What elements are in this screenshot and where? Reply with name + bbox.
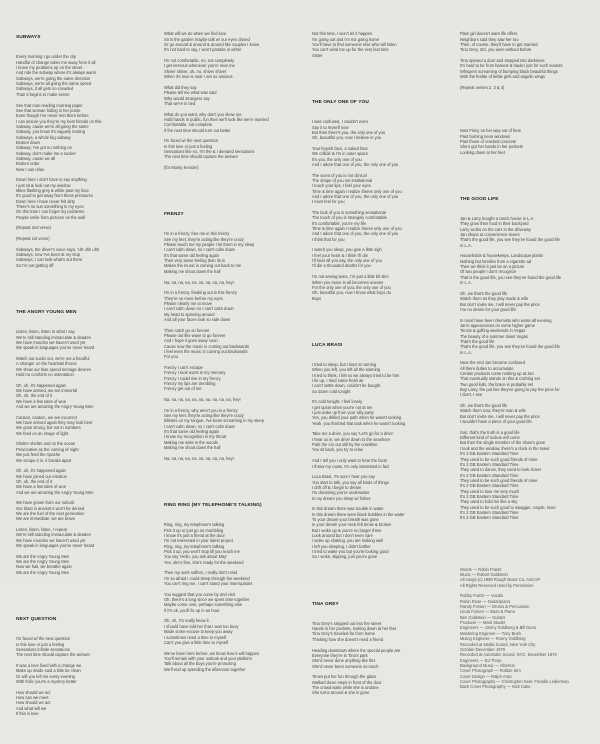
song-lyrics: Tina Grey's stepped out into the street Hands in her pockets, looking down at her feet Tina Grey's traveled far from home Thinking how she doesn't need a friend Heading downtown where the special people are Everyone they're in Tina's park She'd never done anything like this She'd never been someone so much Times put her fun through the glass Walked down steps in front of the door The crowd waits while she is undone She turns around & she is gone (312, 620, 401, 696)
song-title: THE ANGRY YOUNG MEN (16, 310, 77, 316)
song-lyrics: Not this time, I won't let it happen I'm going out and I'm not going home You'll have to find someone else who will listen You can't wind me up for the very last time Sister (312, 31, 397, 58)
song-block (16, 21, 148, 279)
song-title: TINA GREY (312, 601, 339, 607)
song-lyrics: Ring, ring, my telephone's talking Pick it up or just go on mumbling I know it's just a friend at the door I'm not interested in your latest project Ring, ring, my telephone's talking Pick it up, you won't stop till you reach me You say 'Hello, you ask about May' Yes, she's fine, she's ready for the weekend Then my work suffers, I really don't mind I'm so afraid I could sleep through the weekend You can't ring me, I can't stand your interruptions You suggest that you come by and visit Oh, there's a long since we spent time together Maybe come over, perhaps something else If it's ok, you'll fix up in an hour Oh, oh, I'm really know it I should have told her that I was too busy Made some excuse to keep you away I sometimes need a time to myself Can't you give a little time to myself We've been here before, we know how it will happen You'll remain with your outlook and your platform Talk about all the boys you're promoting We'll end up spending the afternoon together (164, 522, 260, 672)
song-block (312, 587, 448, 706)
song-title: RING RING (MY TELEPHONE'S TALKING) (164, 503, 262, 509)
song-lyrics: Plain girl doesn't want life offers Neighbors said they saw her too Then, of course, they'll have to get married Tina Grey, 3rd, you were without before Tina opened a door and stepped into darkness It's hard to be from harvest & hauler just for such sounds Whispers screaming of bumping black beautiful things With the feeble of kettle girls and angelic wings (Repeat verses 2, 3 & 4) (460, 31, 563, 90)
lyrics-column-3 (312, 10, 448, 696)
song-lyrics: Jan & Larry bought a ranch house in L.A. They grow their food in their backyard Larry works on the cars in the driveway Jan shops at convenience stores That's the good life, you see they've found the good life In L.A. Households & housekeeps, Landscape plants Nothing but families from a cigarette ad Then we think it just be on a picture Of two people I don't recognize That is the good life, you see they've found the good life In L.A. Oh, we that's the good life Watch them as they play made & wife But don't invite me, I will never pay the price I've no desire for your good life In most have been chemists who wrote all evening Jan's appearances on some higher game Tennis & golfing weekends in Vegas The beauty of a summer down Vegas That's the good life That's the good life, you see they've found the good life In L.A. Near the end Jan became confused All there duties to accumulate Certain products come rushing up at Jan That eventually stands on this & Cuthing set Two good kids, the brace is probably set Buy Larry, the put line they've going to pay the price for I don't, I see Oh, we that's the good life Watch them now, they're man & wife But don't invite me, I will never pay the price I wouldn't have a piece of your good life Son, that's the truth is a good life Different kind of ruckus will come But then the single member of the show's gone I look and the window, there's a clock in the tower It's 3 GB Eastern Standard Time They used to be such good friends of mine It's 2 GB Eastern Standard Time They used to dance, they used to look closer It's 2 GB Eastern Standard Time They used to be such good friends of mine It's 2 GB Eastern Standard Time They used to love me very much It's 2 GB Eastern Standard Time They used to hold me like a sky They used to be such good to swagger, couple, lover It's 2 GB Eastern Standard Time It's 2 GB Eastern Standard Time (460, 216, 562, 521)
song-block (164, 198, 298, 472)
song-title: FRENZY (164, 212, 184, 218)
song-block (312, 328, 448, 570)
song-lyrics: I tried to sleep, but I kept on turning When you left, you left all the warning I tried to think, I felt so we always tried to be him I lie up, I tried some fresh air I can't settle down, couldn't be bought So damn cold tonight It's cold tonight, I feel lonely I get upset when you're not at me I just woke up from your silly party Yes, you drilled your path when he wasn't looking Yeah, you finished that task when he wasn't looking Take me a drive, you say 'Let's go for a drive' I hear us in, we drive down to the seashore Park the car out still by the coastline You sit back, you try to relax And I tell you I only want to hear the facts I throw my coats, I'm only interested in fact Luca Brasi, I'm sure I hear you say You start to talk, you say all kinds of things I drift off & I begin to dream I'm dreaming you're underwater In my dream you sleep w/ fishes In this dream there was trouble in water In this dream there were black bubbles in the water To your dream your breath was gone In your dream your neck felt tense & broken But I woke up & you're no longer there Look around but I don't even care I woke up shaking, you are looking well I left you sleeping, I didn't bother I tried to wake you but you're looking good So I woke, slipping, just you're gone (312, 361, 406, 560)
song-block (460, 118, 594, 166)
song-block (164, 489, 298, 683)
lyrics-column-4 (460, 10, 594, 690)
song-title: THE ONLY ONE OF YOU (312, 100, 369, 106)
song-title: SUBWAYS (16, 35, 41, 41)
song-block (16, 602, 148, 727)
lyrics-column-2 (164, 10, 298, 672)
song-lyrics: What will we do when we find love Sit in the garden maybe talk w/ our eyes closed Or go around & around & around like couples I know It's not hard to say, I won't partake in either I'm not comfortable, no, not completely I get nervous whenever you're near me Shiver shiver, oh, no, shiver shiver When it's love is near I am so anxious What did they say Please tell me what was said Why would strangers say That we're in bed What do you want, why don't you show me Hold hands in public, fun then we'll look like we're married Comfortable, not complete If the next time should turn out better I'm faced w/ the next question Is this love or just a feeling Sensations like no, I'm the & I demand sensations The next time should capture the answer (for Monty Kessler) (164, 31, 269, 170)
song-block (460, 182, 594, 531)
song-block (16, 296, 148, 586)
song-title: THE GOOD LIFE (460, 197, 499, 202)
credits-text: Words — Robin Frantz Music — Robert Goldstein All songs (c) 1980 Rough Music Co, ASCAP All Rights Reserved Used by Permission Robby Frantz — Vocals Robin Rose — Guitar/piano Randy Forsen — Drums & Percussion Linda Forsen — Bass & Piano Ben Goldstein — Guitars Producer — Mark Studer Engineers — Jimmy Goldberg & Bill Dunn Mastering Engineer — Tony Bush Mixing Engineer — Ronny Goldberg Recorded at Media Sound, New York City October-December 1979 Recorded at Automatic Sound, NYC, December 1979 Engineers — Ed Thorp Background Music — Albertus Cover Photograph — Robbie Kim Cover Design — Ralph Artec Cover Photography — Christopher Keel, Freddie Leiberman Back Cover Photography — Nick Cake (460, 566, 569, 690)
song-lyrics: Listen, listen, listen to what I say We're still standing immaculate & deaden We have muscles we haven't used yet We speak in languages you've never heard Watch out sucks out, we're not a handful A stranger on the heartstel throne We show our bias spend teenage desires Hold no comforts no ostentation Oh, oh, it's happened again We have arrived, we are immortal Oh, oh, the end of it We have a few tales of woe And we are amazing the Angry Young Men Caution, caution, we are incorrect We have arrived again they may look bent We grow strong, but not in numbers We feed on an image of light Shelter shelter and on the ocean Provocative as the coming of night We just feed the Apache We scrape it in, it breaks apart Oh, oh, it's happened again We have joined our emotion Oh, oh, the end of it We have a few tales of woe And we are amazing the Angry Young Men We have grown from our suburb Our blast in ancient it won't be denied We are the fuel of the next generation We are immediate, we are brave Listen, listen, listen, I repeat We're still standing immaculate & deaden We have muscles we haven't used yet We speak in languages you've never heard We are the Angry Young Men We are the Angry Young Men Now we hail, we breathe again We are the Angry Young Men (16, 329, 95, 575)
song-block (460, 21, 594, 101)
song-title: LUCA BRASI (312, 342, 343, 348)
song-block (164, 21, 298, 181)
song-title: NEXT QUESTION (16, 617, 57, 623)
song-lyrics: Every morning I go under the city Handful of change takes me away from it all I leave my problems up on the street And ride the subway where it's always warm Subways, we're going the same direction Subways, we're all going the same speed Subways, it all gets so crowded Than it begins to make sense See that man reading morning paper See that woman hiding in her purse Even though I've never met them before I can assure you they're my best friends on this Subway, cause we're all going the same Subway, you know it's vaguely inviting Subways, a whole big subway Broken down Subway; I've got no nothing on Subway, don't make me a sucker Subway, cause we all Broken order Now I can relax Down here I don't have to say anything I just sit & look out my window Miles flashing grey & white past my face It's good to get away from these pressures Down here I have never felt dirty There's no sun something in my eyes On this train I can forget my problems People smile from pictures on the wall (Repeat 2nd verse) (Repeat 1st verse) Subways, the driver's voice says, 'Uh uhh uhh Subways, now I've been at my stop Subways, I can look what's out there So I'm not getting off (16, 54, 102, 268)
song-block (312, 85, 448, 311)
song-lyrics: I'm faced w/ the next question Is this love or just a feeling Sensations infinite sensations The next time should capture the answer It was a love fixed with a change we Make up inside said a little be clean Or will you tell me every evening With frolic you're a mystery better How should we act How can we meet How should we act And what will we If this is love (16, 636, 90, 716)
song-lyrics: I was confused, I couldn't even Say it to myself now But then there's you, the only one of you Oh, beautiful you, now I believe in you Your boyish face, a naked face We collide & I'm in outer space It's you, the only one of you And I adore that one of you, the only one of you The scent of you is not clinical The shape of you not institutional I touch your lips, I feel your eyes Time & time again I realize theres only one of you And I adore that one of you, the only one of you I must feel for you The look of you is something sensational The touch of you is strangely comfortable It's comfortable, you're my life Time & time again I realize theres only one of you And I adore that one of you, the only one of you I think that for you I watch you sleep, you give a little sigh I feel your heart & I think I'll die I'll hear all you say, the only one of you I'll die a thousand deaths for you I'm not seeing twice, I'm just a little bit slim When you move in all becomes uneven For the only one of you, the only one of you Oh, beautiful you, now I know what boys do Boys (312, 119, 402, 301)
song-lyrics: I'm in a frenzy, free me in this frenzy See my feet, they're acting like they're crazy Please touch me my people I let them in my sleep I can't calm down, no I can't calm down It's that same old feeling again Then very same feeling than its in Makes the music is coming out back to me Making me shout down the hall Na, na, na, na, na, na, na, na, na, hey! I'm in a frenzy, freaking out in this frenzy They're no more before my eyes Please clearly me to move I can't calm down no I can't calm down My head to spinning around And all your faces look so side down Then catch go on forever Please out like wave to go forever And I hope it goes away soon Cause now the music is coming out backwards I feel even the music is coming out backwards For you Frenzy I can't escape Frenzy I took worst in my memory Frenzy I could rise in my frenzy Frenzy my lips are trembling Frenzy get out of me Na, na, na, na, na, na, na, na, na, na, hey! I'm in a frenzy, why aren't you in a frenzy See my feet, they're acting like they're crazy Blisters on my tongue, I've been screaming in my sleep I can't calm down, no I can't calm down It's that same old feeling again I know my recognition in my throat Making me write in the woods Making me shout down the hall Na, na, na, na, na, na, na, na, na, hey! (164, 231, 264, 461)
lyrics-column-1 (16, 10, 148, 716)
song-lyrics: Now Finny on her way out of here Past burning neon windows Past those of cracked concrete She's got her hands in her pockets Looking down at her feet (460, 128, 523, 155)
credits-block (460, 556, 594, 700)
song-block (312, 21, 448, 69)
